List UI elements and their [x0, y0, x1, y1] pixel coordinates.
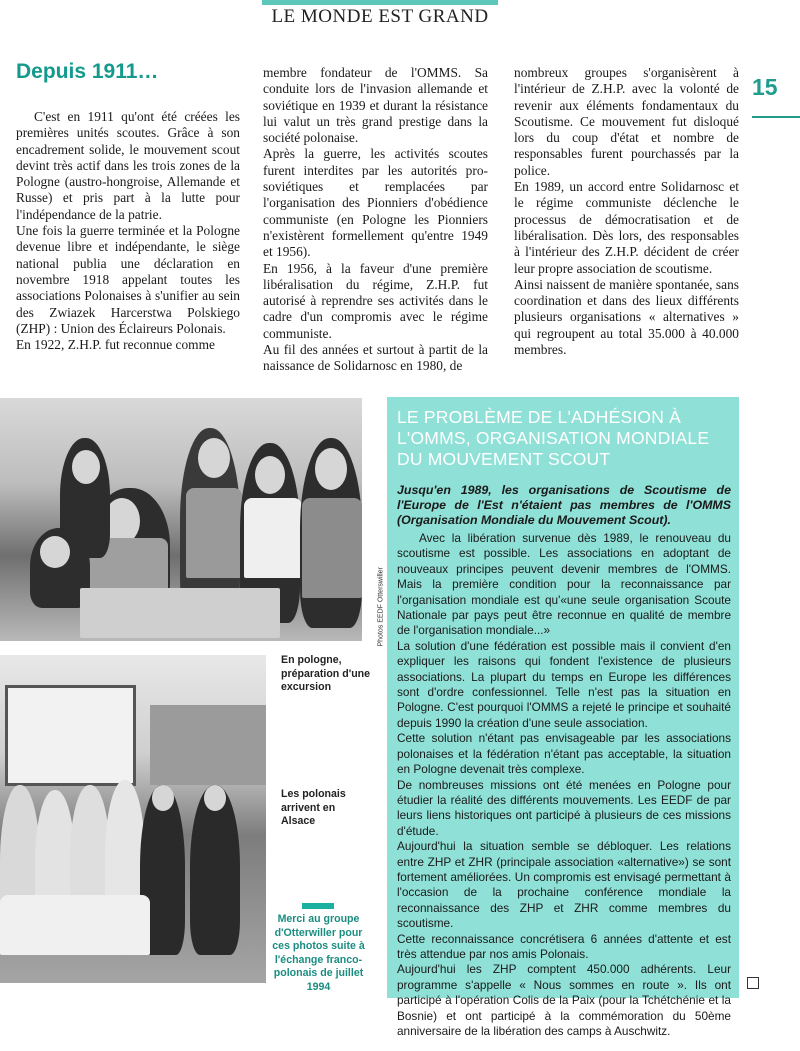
sidebar-title: LE PROBLÈME DE L'ADHÉSION À L'OMMS, ORGANISATION MONDIALE DU MOUVEMENT SCOUT: [397, 407, 710, 469]
photo-face: [255, 456, 285, 494]
article-column-2: [263, 65, 488, 375]
photo-face: [152, 785, 174, 811]
end-of-article-square: [747, 977, 759, 989]
paragraph: C'est en 1911 qu'ont été créées les premières unités scoutes. Grâce à son encadrement solide, le mouvement scout devint très actif dans les trois zones de la Pologne (austro-hongroise, Allemande et Russe) et pris part à la lutte pour l'indépendance de la patrie.: [16, 109, 240, 222]
photo-face: [204, 785, 226, 811]
paragraph: Au fil des années et surtout à partit de la naissance de Solidarnosc en 1980, de: [263, 342, 488, 374]
paragraph: Après la guerre, les activités scoutes furent interdites par les autorités pro-soviétiques et remplacées par l'organisation des Pionniers d'obédience communiste (en Pologne les Pionniers n'existèrent formellement qu'entre 1949 et 1956).: [263, 146, 488, 260]
paragraph: De nombreuses missions ont été menées en Pologne pour étudier la réalité des différents mouvements. Les EEDF de par leurs liens historiques ont participé à plusieurs de ces missions d'étude.: [397, 777, 731, 838]
sidebar-box: [387, 397, 739, 1038]
paragraph: Ainsi naissent de manière spontanée, sans coordination et dans des lieux différents plusieurs organisations « alternatives » qui regroupent au total 35.000 à 40.000 membres.: [514, 276, 739, 358]
photo-poster-board: [5, 685, 136, 786]
paragraph: En 1922, Z.H.P. fut reconnue comme: [16, 337, 215, 353]
photo-face: [72, 450, 100, 484]
article-column-1: [16, 109, 240, 353]
photo-excursion-preparation: [0, 398, 362, 641]
paragraph: nombreux groupes s'organisèrent à l'intérieur de Z.H.P. avec la volonté de revenir aux éléments fondamentaux du Scoutisme. Ce mouvement fut disloqué lors du coup d'état et nombre de responsables furent pourchassés par la police.: [514, 65, 739, 178]
paragraph: En 1956, à la faveur d'une première libéralisation du régime, Z.H.P. fut autorisé à reprendre ses activités dans le cadre d'un compromis avec le régime communiste.: [263, 260, 488, 341]
sidebar-lead: Jusqu'en 1989, les organisations de Scoutisme de l'Europe de l'Est n'étaient pas membres de l'OMMS (Organisation Mondiale du Mouvement Scout).: [397, 483, 731, 528]
photo-caption-2: Les polonais arrivent en Alsace: [281, 788, 346, 827]
paragraph: Avec la libération survenue dès 1989, le renouveau du scoutisme est possible. Les associations en adoptant de nouveaux principes peuvent devenir membres de l'OMMS. Mais la première condition pour la reconnaissance par l'organisation mondiale est qu'«une seule organisation Scoute Nationale par pays peut être reconnue en qualité de membre de l'organisation mondiale...»: [397, 531, 731, 638]
sidebar-body: [397, 531, 731, 1039]
header-accent-bar: [262, 0, 498, 5]
paragraph: Une fois la guerre terminée et la Pologne devenue libre et indépendante, le siège national publia une déclaration en novembre 1918 appelant toutes les associations Polonaises à s'unifier au sein des Zwiazek Harcerstwa Polskiego (ZHP) : Union des Éclaireurs Polonais.: [16, 223, 240, 336]
article-title: Depuis 1911…: [16, 60, 159, 83]
photo-shirt: [186, 488, 242, 578]
header-title: LE MONDE EST GRAND: [271, 6, 489, 27]
photo-face: [315, 448, 347, 490]
paragraph: En 1989, un accord entre Solidarnosc et le régime communiste déclenche le processus de démocratisation et de libéralisation. Dès lors, des responsables à l'intérieur des Z.H.P. décident de créer leur propre association de scoutisme.: [514, 179, 739, 276]
paragraph: Cette reconnaissance concrétisera 6 années d'attente et est très attendue par nos amis Polonais.: [397, 931, 731, 961]
page-number-rule: [752, 116, 800, 118]
photo-seated-row: [0, 895, 150, 955]
article-column-3: [514, 65, 739, 358]
photo-credit: Photos EEDF Otterswiller: [377, 567, 385, 647]
paragraph: membre fondateur de l'OMMS. Sa conduite lors de l'invasion allemande et soviétique en 1939 et durant la résistance lui valut un très grand prestige dans la société polonaise.: [263, 65, 488, 146]
paragraph: Aujourd'hui la situation semble se débloquer. Les relations entre ZHP et ZHR (principale association «alternative») se sont fortement améliorées. Un compromis est envisagé permettant à l'occasion de la prochaine conférence mondiale la reconnaissance des ZHP et ZHR comme membres du scoutisme.: [397, 839, 731, 931]
paragraph: Cette solution n'étant pas envisageable par les associations polonaises et la fédération n'étant pas acceptable, la situation en Pologne devenait très complexe.: [397, 731, 731, 777]
running-header: [262, 0, 498, 28]
photo-caption-thanks: Merci au groupe d'Otterwiller pour ces photos suite à l'échange franco-polonais de juillet 1994: [272, 913, 365, 993]
photo-caption-1: En pologne, préparation d'une excursion: [281, 654, 371, 693]
photo-map-table: [80, 588, 280, 638]
page-number: 15: [752, 74, 778, 100]
caption-accent-bar: [302, 903, 334, 909]
paragraph: Aujourd'hui les ZHP comptent 450.000 adhérents. Leur programme s'appelle « Nous sommes en route ». Ils ont participé à l'opération Colis de la Paix (pour la Tchétchénie et la Bosnie) et ont participé à la commémoration du 50ème anniversaire de la libération des camps à Auschwitz.: [397, 962, 731, 1038]
paragraph: La solution d'une fédération est possible mais il convient d'en expliquer les raisons qui fondent l'existence de plusieurs associations. La plupart du temps en Europe les différences sont d'ordre confessionnel. Telle n'est pas la situation en Pologne. C'est pourquoi l'OMMS a rejeté le principe et souhaité depuis 1990 la création d'une seule association.: [397, 638, 731, 730]
photo-building: [150, 705, 266, 785]
photo-shirt: [302, 498, 362, 598]
photo-shirt: [244, 498, 302, 578]
photo-face: [40, 536, 70, 568]
photo-face: [198, 438, 230, 478]
photo-arrival-alsace: [0, 655, 266, 983]
